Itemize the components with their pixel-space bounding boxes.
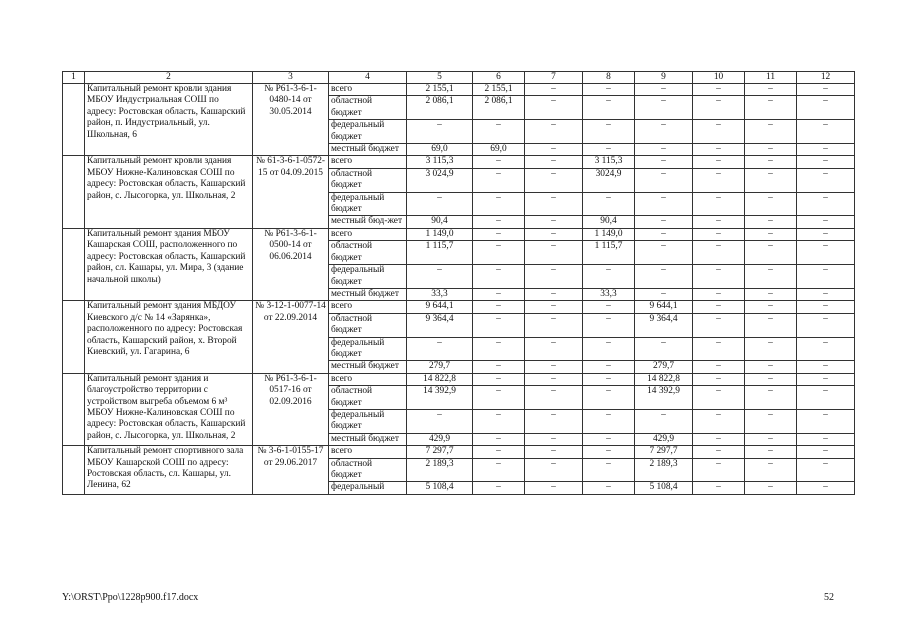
amount-cell: – xyxy=(583,458,635,482)
amount-cell: – xyxy=(745,216,797,228)
amount-cell: 33,3 xyxy=(407,288,473,300)
funding-source: всего xyxy=(329,156,407,168)
amount-cell: – xyxy=(745,386,797,410)
amount-cell: 3 115,3 xyxy=(407,156,473,168)
amount-cell: – xyxy=(473,458,525,482)
amount-cell: – xyxy=(473,313,525,337)
amount-cell: – xyxy=(525,313,583,337)
amount-cell: – xyxy=(797,409,855,433)
funding-source: всего xyxy=(329,228,407,240)
column-header: 11 xyxy=(745,72,797,84)
amount-cell: 7 297,7 xyxy=(635,446,693,458)
amount-cell: – xyxy=(693,373,745,385)
amount-cell: – xyxy=(473,482,525,494)
row-number-cell xyxy=(63,156,85,228)
amount-cell: – xyxy=(635,216,693,228)
amount-cell: – xyxy=(745,337,797,361)
amount-cell: 9 364,4 xyxy=(407,313,473,337)
funding-source: федеральный xyxy=(329,482,407,494)
amount-cell: 2 086,1 xyxy=(407,96,473,120)
table-row xyxy=(63,228,855,240)
amount-cell: – xyxy=(797,265,855,289)
project-name: Капитальный ремонт здания МБДОУ Киевского д/с № 14 «Зарянка», расположенного по адресу: Ростовская область, Кашарский район, х. Второй Киевский, ул. Гагарина, 6 xyxy=(85,301,253,373)
amount-cell: – xyxy=(583,361,635,373)
amount-cell: – xyxy=(473,192,525,216)
column-header: 7 xyxy=(525,72,583,84)
amount-cell: – xyxy=(525,156,583,168)
amount-cell: – xyxy=(797,386,855,410)
amount-cell: – xyxy=(583,301,635,313)
amount-cell: – xyxy=(635,265,693,289)
amount-cell: – xyxy=(583,337,635,361)
amount-cell: – xyxy=(583,482,635,494)
amount-cell: – xyxy=(797,433,855,445)
amount-cell: – xyxy=(693,228,745,240)
amount-cell: – xyxy=(745,144,797,156)
amount-cell: 2 086,1 xyxy=(473,96,525,120)
column-header: 6 xyxy=(473,72,525,84)
amount-cell: – xyxy=(693,313,745,337)
amount-cell: – xyxy=(797,84,855,96)
amount-cell: – xyxy=(797,216,855,228)
amount-cell: 9 644,1 xyxy=(635,301,693,313)
row-number-cell xyxy=(63,228,85,300)
amount-cell: – xyxy=(473,301,525,313)
amount-cell: 279,7 xyxy=(635,361,693,373)
amount-cell: – xyxy=(745,228,797,240)
amount-cell: – xyxy=(525,301,583,313)
amount-cell: – xyxy=(745,84,797,96)
amount-cell: 90,4 xyxy=(407,216,473,228)
amount-cell: – xyxy=(797,337,855,361)
amount-cell: – xyxy=(473,386,525,410)
amount-cell: – xyxy=(525,216,583,228)
amount-cell: – xyxy=(473,265,525,289)
amount-cell: – xyxy=(525,192,583,216)
table-row xyxy=(63,373,855,385)
amount-cell: – xyxy=(797,446,855,458)
amount-cell: – xyxy=(797,313,855,337)
amount-cell: – xyxy=(407,409,473,433)
amount-cell: – xyxy=(407,265,473,289)
amount-cell: – xyxy=(473,288,525,300)
amount-cell: – xyxy=(797,228,855,240)
amount-cell: – xyxy=(635,337,693,361)
amount-cell: – xyxy=(525,241,583,265)
amount-cell: 7 297,7 xyxy=(407,446,473,458)
amount-cell: 69,0 xyxy=(473,144,525,156)
amount-cell: – xyxy=(473,409,525,433)
amount-cell: – xyxy=(745,482,797,494)
amount-cell: – xyxy=(525,144,583,156)
amount-cell: – xyxy=(473,433,525,445)
document-reference: № 61-3-6-1-0572-15 от 04.09.2015 xyxy=(253,156,329,228)
amount-cell: – xyxy=(525,446,583,458)
amount-cell: – xyxy=(583,84,635,96)
amount-cell: – xyxy=(473,241,525,265)
amount-cell: – xyxy=(583,265,635,289)
amount-cell: – xyxy=(583,120,635,144)
funding-source: федеральный бюджет xyxy=(329,265,407,289)
amount-cell: – xyxy=(525,228,583,240)
amount-cell: – xyxy=(797,156,855,168)
amount-cell: – xyxy=(693,241,745,265)
row-number-cell xyxy=(63,84,85,156)
funding-source: федеральный бюджет xyxy=(329,192,407,216)
amount-cell: – xyxy=(745,458,797,482)
amount-cell: – xyxy=(407,120,473,144)
amount-cell: 69,0 xyxy=(407,144,473,156)
amount-cell: – xyxy=(745,409,797,433)
page-number: 52 xyxy=(824,592,834,603)
amount-cell: 429,9 xyxy=(407,433,473,445)
amount-cell: – xyxy=(635,409,693,433)
amount-cell: – xyxy=(473,337,525,361)
funding-source: местный бюджет xyxy=(329,361,407,373)
amount-cell: – xyxy=(525,120,583,144)
funding-source: всего xyxy=(329,84,407,96)
amount-cell: – xyxy=(797,482,855,494)
document-reference: № 3-12-1-0077-14 от 22.09.2014 xyxy=(253,301,329,373)
amount-cell: – xyxy=(525,373,583,385)
amount-cell: – xyxy=(693,361,745,373)
amount-cell: 3 024,9 xyxy=(407,168,473,192)
amount-cell: – xyxy=(635,241,693,265)
amount-cell: – xyxy=(525,96,583,120)
amount-cell: – xyxy=(635,156,693,168)
amount-cell: – xyxy=(583,313,635,337)
column-header: 10 xyxy=(693,72,745,84)
project-name: Капитальный ремонт кровли здания МБОУ Индустриальная СОШ по адресу: Ростовская область, Кашарский район, п. Индустриальный, ул. Школьная, 6 xyxy=(85,84,253,156)
amount-cell: – xyxy=(525,84,583,96)
amount-cell: – xyxy=(693,84,745,96)
amount-cell: – xyxy=(693,96,745,120)
budget-table xyxy=(62,71,855,495)
amount-cell: – xyxy=(525,482,583,494)
amount-cell: – xyxy=(693,144,745,156)
amount-cell: 14 822,8 xyxy=(407,373,473,385)
amount-cell: – xyxy=(745,120,797,144)
amount-cell: – xyxy=(525,361,583,373)
document-reference: № Р61-3-6-1-0500-14 от 06.06.2014 xyxy=(253,228,329,300)
amount-cell: – xyxy=(407,192,473,216)
amount-cell: – xyxy=(525,288,583,300)
amount-cell: – xyxy=(525,168,583,192)
amount-cell: 90,4 xyxy=(583,216,635,228)
amount-cell: – xyxy=(745,241,797,265)
amount-cell: – xyxy=(525,386,583,410)
amount-cell: – xyxy=(745,446,797,458)
amount-cell: – xyxy=(745,192,797,216)
funding-source: областной бюджет xyxy=(329,168,407,192)
amount-cell: – xyxy=(797,288,855,300)
amount-cell: – xyxy=(635,168,693,192)
amount-cell: – xyxy=(525,458,583,482)
table-row xyxy=(63,301,855,313)
amount-cell: – xyxy=(693,409,745,433)
amount-cell: – xyxy=(745,301,797,313)
column-number-row xyxy=(63,72,855,84)
amount-cell: – xyxy=(525,409,583,433)
amount-cell: – xyxy=(797,301,855,313)
column-header: 12 xyxy=(797,72,855,84)
amount-cell: – xyxy=(635,228,693,240)
amount-cell: – xyxy=(745,433,797,445)
amount-cell: – xyxy=(635,84,693,96)
amount-cell: 1 149,0 xyxy=(583,228,635,240)
amount-cell: – xyxy=(525,337,583,361)
funding-source: областной бюджет xyxy=(329,386,407,410)
funding-source: федеральный бюджет xyxy=(329,120,407,144)
amount-cell: – xyxy=(635,288,693,300)
funding-source: областной бюджет xyxy=(329,96,407,120)
amount-cell: – xyxy=(693,386,745,410)
funding-source: федеральный бюджет xyxy=(329,409,407,433)
amount-cell: – xyxy=(473,373,525,385)
amount-cell: – xyxy=(473,228,525,240)
funding-source: областной бюджет xyxy=(329,241,407,265)
amount-cell: – xyxy=(745,265,797,289)
amount-cell: – xyxy=(693,458,745,482)
amount-cell: – xyxy=(745,96,797,120)
amount-cell: – xyxy=(473,216,525,228)
amount-cell: – xyxy=(635,192,693,216)
project-name: Капитальный ремонт здания и благоустройство территории с устройством выгреба объемом 6 м³ МБОУ Нижне-Калиновская СОШ по адресу: Ростовская область, Кашарский район, с. Лысогорка, ул. Школьная, 2 xyxy=(85,373,253,445)
funding-source: всего xyxy=(329,373,407,385)
amount-cell: – xyxy=(635,96,693,120)
amount-cell: 1 149,0 xyxy=(407,228,473,240)
funding-source: местный бюджет xyxy=(329,433,407,445)
amount-cell: – xyxy=(693,216,745,228)
amount-cell: – xyxy=(693,156,745,168)
amount-cell: – xyxy=(583,433,635,445)
file-path: Y:\ORST\Ppo\1228p900.f17.docx xyxy=(62,592,199,603)
table-body xyxy=(63,84,855,495)
amount-cell: – xyxy=(797,373,855,385)
amount-cell: – xyxy=(525,433,583,445)
amount-cell: 33,3 xyxy=(583,288,635,300)
amount-cell: 9 364,4 xyxy=(635,313,693,337)
amount-cell: – xyxy=(797,168,855,192)
amount-cell: – xyxy=(693,120,745,144)
funding-source: местный бюд-жет xyxy=(329,216,407,228)
amount-cell: – xyxy=(473,120,525,144)
document-reference: № Р61-3-6-1-0517-16 от 02.09.2016 xyxy=(253,373,329,445)
funding-source: областной бюджет xyxy=(329,458,407,482)
project-name: Капитальный ремонт спортивного зала МБОУ Кашарской СОШ по адресу: Ростовская область, сл. Кашары, ул. Ленина, 62 xyxy=(85,446,253,495)
amount-cell: – xyxy=(797,96,855,120)
amount-cell: – xyxy=(745,313,797,337)
amount-cell: – xyxy=(583,373,635,385)
amount-cell: 1 115,7 xyxy=(583,241,635,265)
funding-source: всего xyxy=(329,446,407,458)
column-header: 1 xyxy=(63,72,85,84)
amount-cell: 14 392,9 xyxy=(407,386,473,410)
amount-cell: – xyxy=(473,361,525,373)
amount-cell: – xyxy=(693,192,745,216)
amount-cell: – xyxy=(797,241,855,265)
amount-cell: – xyxy=(693,482,745,494)
funding-source: местный бюджет xyxy=(329,144,407,156)
amount-cell: 9 644,1 xyxy=(407,301,473,313)
document-reference: № Р61-3-6-1-0480-14 от 30.05.2014 xyxy=(253,84,329,156)
amount-cell: – xyxy=(635,120,693,144)
amount-cell: 14 392,9 xyxy=(635,386,693,410)
column-header: 9 xyxy=(635,72,693,84)
amount-cell: – xyxy=(473,168,525,192)
amount-cell: – xyxy=(745,373,797,385)
row-number-cell xyxy=(63,301,85,373)
amount-cell: – xyxy=(693,288,745,300)
amount-cell: – xyxy=(635,144,693,156)
amount-cell: – xyxy=(583,446,635,458)
amount-cell: – xyxy=(693,301,745,313)
amount-cell: 5 108,4 xyxy=(407,482,473,494)
amount-cell: – xyxy=(797,120,855,144)
project-name: Капитальный ремонт здания МБОУ Кашарская СОШ, расположенного по адресу: Ростовская область, Кашарский район, сл. Кашары, ул. Мира, 3 (здание начальной школы) xyxy=(85,228,253,300)
amount-cell: – xyxy=(473,156,525,168)
column-header: 8 xyxy=(583,72,635,84)
funding-source: всего xyxy=(329,301,407,313)
amount-cell: – xyxy=(693,168,745,192)
amount-cell: 2 189,3 xyxy=(407,458,473,482)
project-name: Капитальный ремонт кровли здания МБОУ Нижне-Калиновская СОШ по адресу: Ростовская область, Кашарский район, с. Лысогорка, ул. Школьная, 2 xyxy=(85,156,253,228)
amount-cell: – xyxy=(525,265,583,289)
amount-cell: – xyxy=(583,192,635,216)
amount-cell: – xyxy=(583,409,635,433)
table-row xyxy=(63,156,855,168)
amount-cell: – xyxy=(693,337,745,361)
amount-cell: – xyxy=(797,361,855,373)
document-reference: № 3-6-1-0155-17 от 29.06.2017 xyxy=(253,446,329,495)
amount-cell: – xyxy=(745,361,797,373)
amount-cell: 14 822,8 xyxy=(635,373,693,385)
amount-cell: 279,7 xyxy=(407,361,473,373)
table-row xyxy=(63,446,855,458)
column-header: 5 xyxy=(407,72,473,84)
row-number-cell xyxy=(63,373,85,445)
amount-cell: – xyxy=(797,192,855,216)
amount-cell: 2 155,1 xyxy=(473,84,525,96)
amount-cell: – xyxy=(745,288,797,300)
amount-cell: – xyxy=(797,458,855,482)
funding-source: местный бюджет xyxy=(329,288,407,300)
amount-cell: – xyxy=(693,265,745,289)
row-number-cell xyxy=(63,446,85,495)
amount-cell: – xyxy=(745,168,797,192)
amount-cell: 2 155,1 xyxy=(407,84,473,96)
amount-cell: – xyxy=(797,144,855,156)
amount-cell: – xyxy=(583,96,635,120)
column-header: 3 xyxy=(253,72,329,84)
funding-source: областной бюджет xyxy=(329,313,407,337)
column-header: 4 xyxy=(329,72,407,84)
amount-cell: – xyxy=(583,386,635,410)
amount-cell: 2 189,3 xyxy=(635,458,693,482)
amount-cell: 3 115,3 xyxy=(583,156,635,168)
amount-cell: – xyxy=(583,144,635,156)
table-row xyxy=(63,84,855,96)
amount-cell: – xyxy=(407,337,473,361)
amount-cell: – xyxy=(693,446,745,458)
amount-cell: – xyxy=(745,156,797,168)
amount-cell: 5 108,4 xyxy=(635,482,693,494)
amount-cell: – xyxy=(693,433,745,445)
funding-source: федеральный бюджет xyxy=(329,337,407,361)
amount-cell: 1 115,7 xyxy=(407,241,473,265)
column-header: 2 xyxy=(85,72,253,84)
amount-cell: 3024,9 xyxy=(583,168,635,192)
amount-cell: 429,9 xyxy=(635,433,693,445)
amount-cell: – xyxy=(473,446,525,458)
